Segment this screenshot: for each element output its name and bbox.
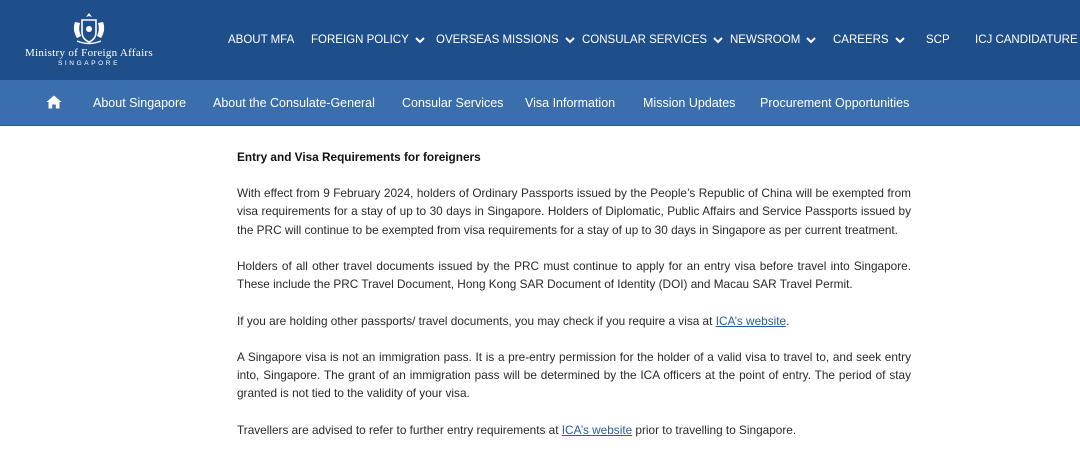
brand-name: Ministry of Foreign Affairs xyxy=(25,47,153,59)
nav-label: FOREIGN POLICY xyxy=(311,34,409,46)
nav-label: OVERSEAS MISSIONS xyxy=(436,34,559,46)
chevron-down-icon xyxy=(895,36,905,44)
nav-careers[interactable] xyxy=(833,31,905,49)
chevron-down-icon xyxy=(565,36,575,44)
ica-website-link[interactable]: ICA’s website xyxy=(561,422,633,437)
nav-overseas-missions[interactable] xyxy=(436,31,575,49)
text: If you are holding other passports/ travel documents, you may check if you require a visa at xyxy=(237,313,716,328)
nav-label: NEWSROOM xyxy=(730,34,801,46)
text: Travellers are advised to refer to further entry requirements at xyxy=(237,422,562,437)
text: . xyxy=(786,313,790,328)
text: prior to travelling to Singapore. xyxy=(632,422,797,437)
paragraph-check-visa xyxy=(237,312,911,330)
subnav-about-consulate-general[interactable]: About the Consulate-General xyxy=(213,96,375,110)
nav-about-mfa[interactable] xyxy=(228,31,294,49)
paragraph-visa-exemption: With effect from 9 February 2024, holders of Ordinary Passports issued by the People’s Republic of China will be exempted from visa requirements for a stay of up to 30 days in Singapore. Holders of Diplomatic, Public Affairs and Service Passports issued by the PRC will continue to be exempted from visa requirements for a stay of up to 30 days in Singapore as per current treatment. xyxy=(237,186,911,237)
ica-website-link[interactable]: ICA’s website xyxy=(715,313,787,328)
article-content xyxy=(237,148,911,457)
chevron-down-icon xyxy=(713,36,723,44)
nav-label: CAREERS xyxy=(833,34,889,46)
nav-label: ICJ CANDIDATURE xyxy=(975,34,1078,46)
nav-label: ABOUT MFA xyxy=(228,34,295,46)
chevron-down-icon xyxy=(806,36,816,44)
top-header xyxy=(0,0,1080,80)
subnav-procurement-opportunities[interactable]: Procurement Opportunities xyxy=(760,96,910,110)
chevron-down-icon xyxy=(415,36,425,44)
mfa-logo[interactable] xyxy=(14,10,164,70)
subnav-mission-updates[interactable]: Mission Updates xyxy=(643,96,736,110)
nav-foreign-policy[interactable] xyxy=(311,31,425,49)
nav-consular-services[interactable] xyxy=(582,31,723,49)
nav-newsroom[interactable] xyxy=(730,31,816,49)
nav-scp[interactable] xyxy=(926,31,950,49)
nav-label: SCP xyxy=(926,34,950,46)
home-icon[interactable] xyxy=(46,95,62,109)
nav-icj-candidature[interactable] xyxy=(975,31,1078,49)
paragraph-entry-requirements xyxy=(237,421,911,439)
brand-country: SINGAPORE xyxy=(57,60,121,67)
article-heading: Entry and Visa Requirements for foreigners xyxy=(237,150,481,164)
coat-of-arms-icon xyxy=(69,10,109,46)
subnav-about-singapore[interactable]: About Singapore xyxy=(93,96,187,110)
paragraph-other-travel-documents: Holders of all other travel documents issued by the PRC must continue to apply for an entry visa before travel into Singapore. These include the PRC Travel Document, Hong Kong SAR Document of Identity (DOI) and Macau SAR Travel Permit. xyxy=(237,259,911,292)
nav-label: CONSULAR SERVICES xyxy=(582,34,708,46)
subnav-visa-information[interactable]: Visa Information xyxy=(525,96,616,110)
subnav-consular-services[interactable]: Consular Services xyxy=(402,96,504,110)
paragraph-visa-not-pass: A Singapore visa is not an immigration pass. It is a pre-entry permission for the holder of a valid visa to travel to, and seek entry into, Singapore. The grant of an immigration pass will be determined by the ICA officers at the point of entry. The period of stay granted is not tied to the validity of your visa. xyxy=(237,349,911,401)
